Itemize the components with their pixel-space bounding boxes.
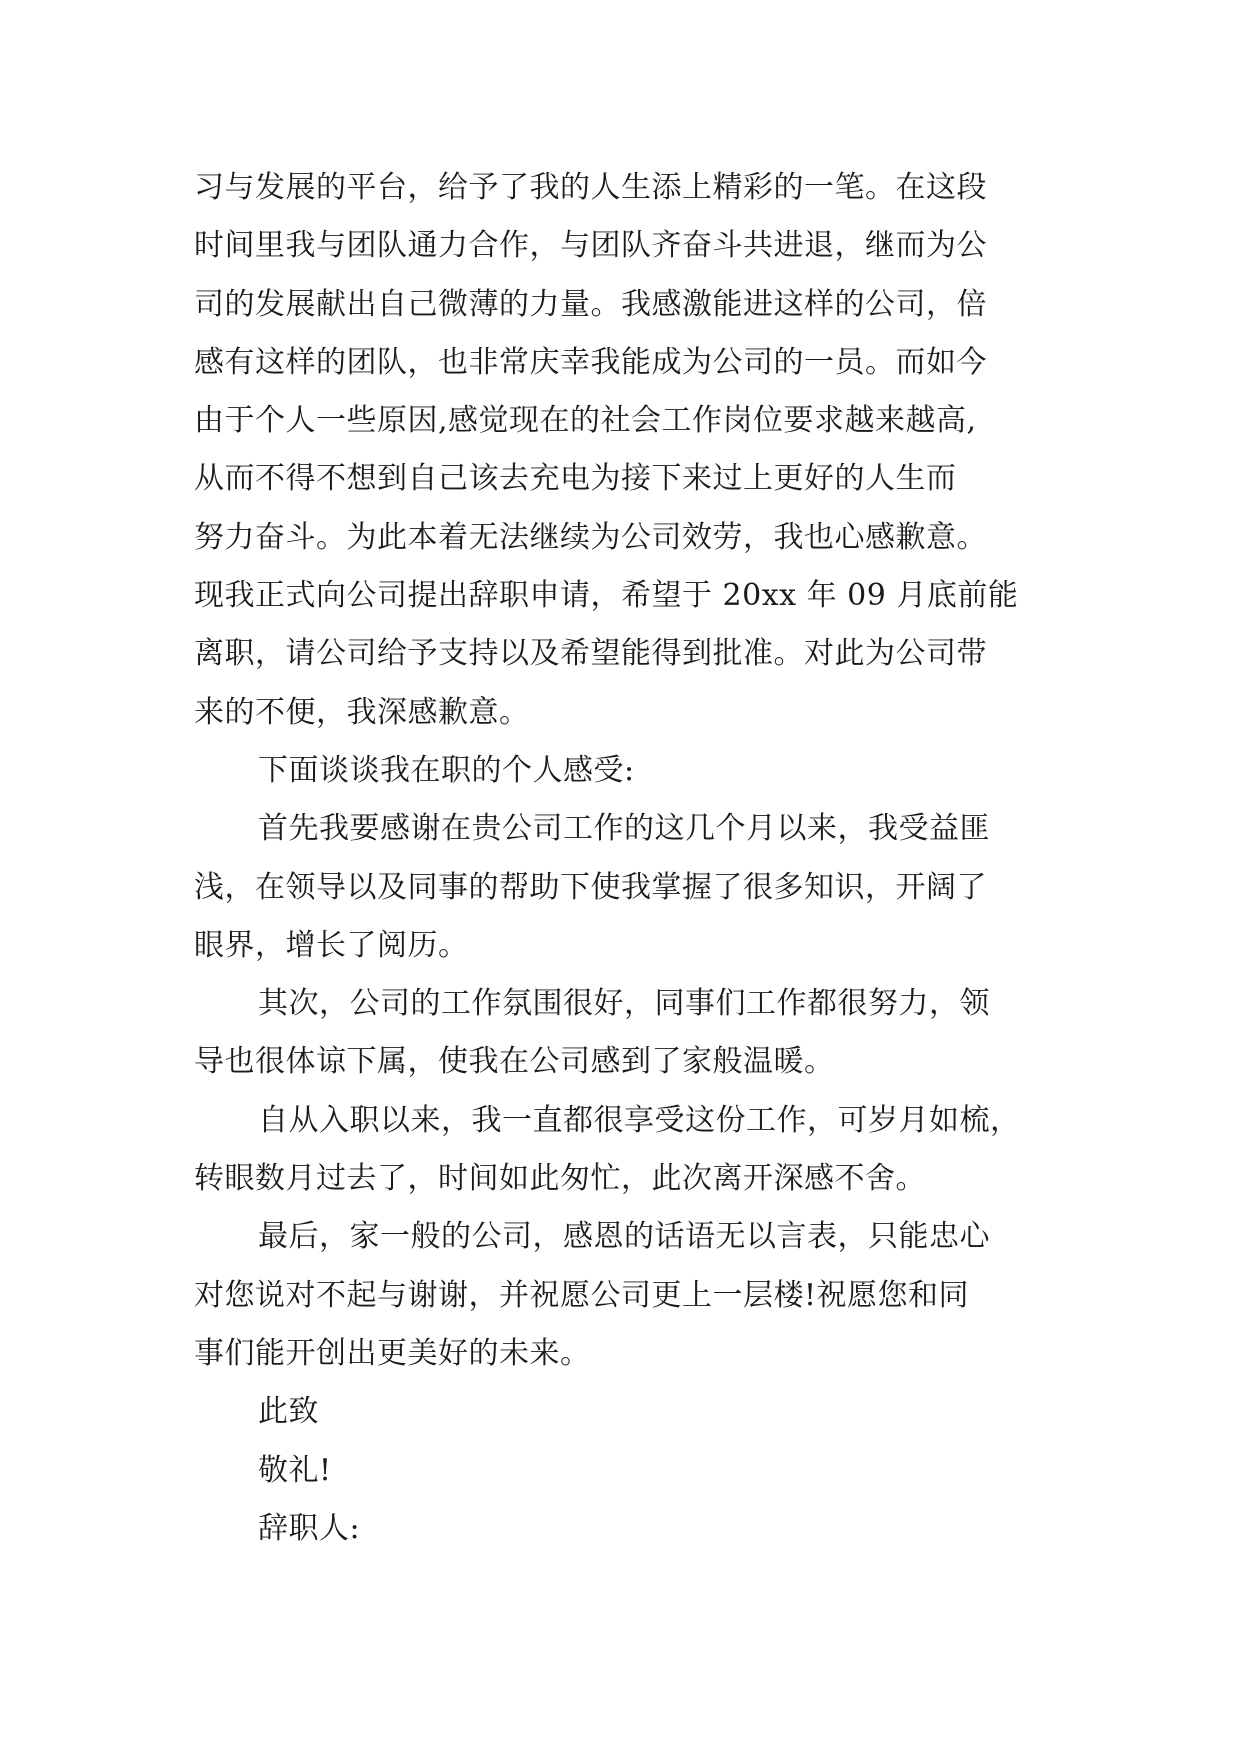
paragraph-feelings-intro xyxy=(194,742,1054,800)
text-line: 现我正式向公司提出辞职申请，希望于 20xx 年 09 月底前能 xyxy=(194,578,1019,614)
paragraph-continuation xyxy=(194,159,1054,742)
text-line: 来的不便，我深感歉意。 xyxy=(194,694,530,730)
text-line: 眼界，增长了阅历。 xyxy=(194,927,469,963)
text-line: 由于个人一些原因,感觉现在的社会工作岗位要求越来越高, xyxy=(194,403,977,439)
signature-line xyxy=(194,1500,1054,1558)
regards-text: 敬礼! xyxy=(258,1452,332,1488)
signature-label: 辞职人: xyxy=(258,1510,361,1546)
text-line: 司的发展献出自己微薄的力量。我感激能进这样的公司，倍 xyxy=(194,286,987,322)
text-line: 其次，公司的工作氛围很好，同事们工作都很努力，领 xyxy=(258,986,990,1022)
text-line: 从而不得不想到自己该去充电为接下来过上更好的人生而 xyxy=(194,461,957,497)
text-line: 努力奋斗。为此本着无法继续为公司效劳，我也心感歉意。 xyxy=(194,519,987,555)
text-line: 导也很体谅下属，使我在公司感到了家般温暖。 xyxy=(194,1044,835,1080)
text-line: 离职，请公司给予支持以及希望能得到批准。对此为公司带 xyxy=(194,636,987,672)
paragraph-first-point xyxy=(194,800,1054,975)
text-line: 首先我要感谢在贵公司工作的这几个月以来，我受益匪 xyxy=(258,811,990,847)
text-line: 下面谈谈我在职的个人感受: xyxy=(258,752,635,788)
text-line: 对您说对不起与谢谢，并祝愿公司更上一层楼!祝愿您和同 xyxy=(194,1277,970,1313)
text-line: 习与发展的平台，给予了我的人生添上精彩的一笔。在这段 xyxy=(194,170,987,205)
closing-regards xyxy=(194,1442,1054,1500)
paragraph-final-point xyxy=(194,1208,1054,1383)
text-line: 最后，家一般的公司，感恩的话语无以言表，只能忠心 xyxy=(258,1219,990,1255)
letter-body xyxy=(194,159,1054,1558)
text-line: 自从入职以来，我一直都很享受这份工作，可岁月如梳， xyxy=(258,1102,1021,1138)
text-line: 时间里我与团队通力合作，与团队齐奋斗共进退，继而为公 xyxy=(194,228,987,264)
text-line: 转眼数月过去了，时间如此匆忙，此次离开深感不舍。 xyxy=(194,1161,926,1197)
text-line: 感有这样的团队，也非常庆幸我能成为公司的一员。而如今 xyxy=(194,344,987,380)
paragraph-second-point xyxy=(194,975,1054,1092)
paragraph-third-point xyxy=(194,1092,1054,1209)
text-line: 事们能开创出更美好的未来。 xyxy=(194,1335,591,1371)
salutation-text: 此致 xyxy=(258,1394,319,1430)
text-line: 浅，在领导以及同事的帮助下使我掌握了很多知识，开阔了 xyxy=(194,869,987,905)
closing-salutation xyxy=(194,1383,1054,1441)
